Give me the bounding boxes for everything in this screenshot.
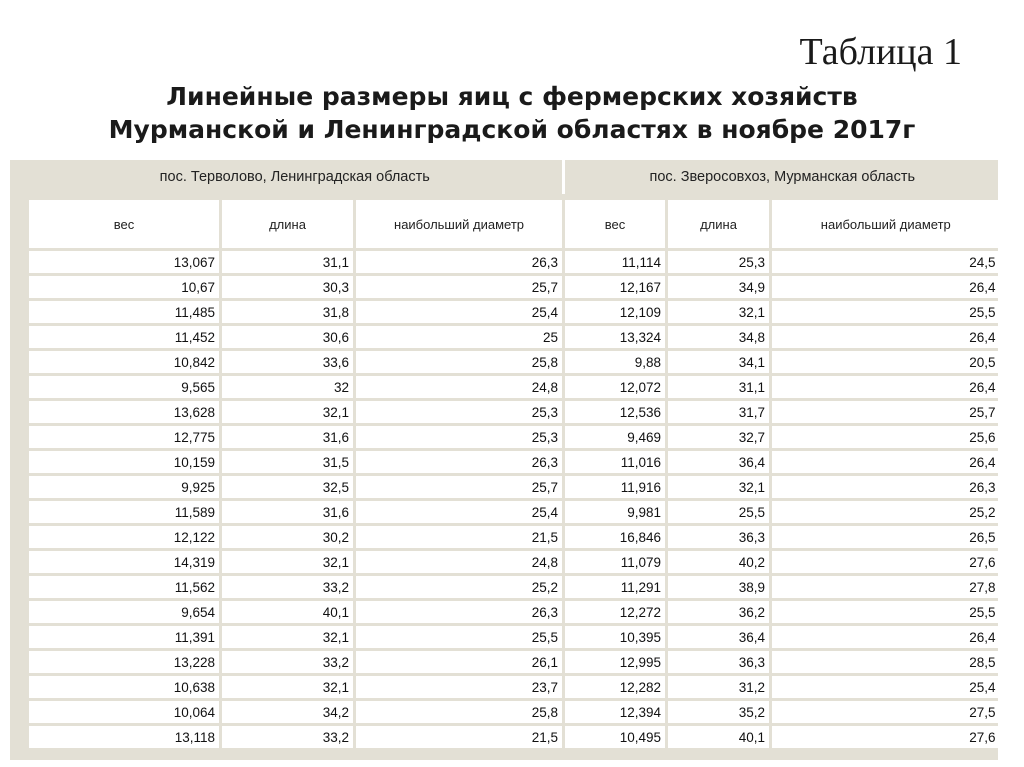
- cell-max-diameter: 27,6: [771, 725, 998, 750]
- cell-max-diameter: 21,5: [355, 525, 564, 550]
- cell-length: 40,2: [667, 550, 771, 575]
- cell-length: 36,2: [667, 600, 771, 625]
- cell-length: 35,2: [667, 700, 771, 725]
- cell-weight: 10,064: [28, 700, 221, 725]
- cell-weight: 10,638: [28, 675, 221, 700]
- cell-length: 38,9: [667, 575, 771, 600]
- cell-max-diameter: 26,5: [771, 525, 998, 550]
- cell-weight: 11,562: [28, 575, 221, 600]
- cell-weight: 11,291: [564, 575, 667, 600]
- table-row: [28, 325, 999, 350]
- cell-length: 31,5: [221, 450, 355, 475]
- cell-weight: 14,319: [28, 550, 221, 575]
- table-row: [28, 400, 999, 425]
- cell-length: 32,1: [221, 400, 355, 425]
- cell-max-diameter: 25,4: [771, 675, 998, 700]
- cell-weight: 10,495: [564, 725, 667, 750]
- cell-weight: 10,395: [564, 625, 667, 650]
- cell-length: 31,1: [667, 375, 771, 400]
- table-row: [28, 575, 999, 600]
- cell-max-diameter: 25,8: [355, 350, 564, 375]
- cell-max-diameter: 23,7: [355, 675, 564, 700]
- cell-max-diameter: 25,4: [355, 500, 564, 525]
- table-label: Таблица 1: [799, 31, 962, 73]
- cell-length: 30,3: [221, 275, 355, 300]
- table-row: [28, 700, 999, 725]
- cell-max-diameter: 25: [355, 325, 564, 350]
- column-header-row: [28, 200, 999, 250]
- cell-length: 33,2: [221, 725, 355, 750]
- cell-max-diameter: 26,3: [355, 600, 564, 625]
- cell-max-diameter: 26,3: [355, 250, 564, 275]
- cell-max-diameter: 25,5: [771, 600, 998, 625]
- cell-max-diameter: 26,3: [771, 475, 998, 500]
- cell-length: 30,2: [221, 525, 355, 550]
- region-header-tervolovo: пос. Терволово, Ленинградская область: [28, 160, 564, 194]
- cell-weight: 9,88: [564, 350, 667, 375]
- cell-max-diameter: 26,4: [771, 625, 998, 650]
- table-row: [28, 375, 999, 400]
- cell-max-diameter: 24,8: [355, 550, 564, 575]
- column-header-weight: вес: [564, 200, 667, 250]
- title-line-1: Линейные размеры яиц с фермерских хозяйств: [166, 82, 858, 111]
- cell-weight: 10,67: [28, 275, 221, 300]
- cell-weight: 9,654: [28, 600, 221, 625]
- column-header-weight: вес: [28, 200, 221, 250]
- region-header-zverosovkhoz: пос. Зверосовхоз, Мурманская область: [564, 160, 998, 194]
- cell-max-diameter: 24,8: [355, 375, 564, 400]
- cell-weight: 12,109: [564, 300, 667, 325]
- cell-weight: 13,228: [28, 650, 221, 675]
- cell-max-diameter: 25,7: [355, 275, 564, 300]
- cell-length: 32,1: [667, 300, 771, 325]
- cell-weight: 13,067: [28, 250, 221, 275]
- cell-max-diameter: 25,2: [355, 575, 564, 600]
- cell-weight: 13,118: [28, 725, 221, 750]
- table-row: [28, 725, 999, 750]
- table-row: [28, 650, 999, 675]
- table-frame: [26, 160, 998, 760]
- cell-length: 31,7: [667, 400, 771, 425]
- cell-weight: 10,842: [28, 350, 221, 375]
- cell-length: 25,5: [667, 500, 771, 525]
- cell-length: 31,6: [221, 500, 355, 525]
- cell-max-diameter: 25,2: [771, 500, 998, 525]
- cell-max-diameter: 25,5: [771, 300, 998, 325]
- cell-max-diameter: 26,4: [771, 275, 998, 300]
- cell-length: 36,3: [667, 525, 771, 550]
- cell-length: 33,2: [221, 650, 355, 675]
- table-row: [28, 600, 999, 625]
- cell-max-diameter: 27,5: [771, 700, 998, 725]
- cell-length: 32,5: [221, 475, 355, 500]
- side-bar: [10, 160, 26, 760]
- cell-weight: 11,485: [28, 300, 221, 325]
- cell-length: 36,4: [667, 450, 771, 475]
- table-row: [28, 300, 999, 325]
- cell-length: 34,8: [667, 325, 771, 350]
- table-row: [28, 675, 999, 700]
- cell-weight: 12,072: [564, 375, 667, 400]
- cell-weight: 12,394: [564, 700, 667, 725]
- table-body: [28, 250, 999, 750]
- cell-length: 31,1: [221, 250, 355, 275]
- cell-max-diameter: 21,5: [355, 725, 564, 750]
- cell-weight: 9,469: [564, 425, 667, 450]
- cell-weight: 9,981: [564, 500, 667, 525]
- title-line-2: Мурманской и Ленинградской областях в ноябре 2017г: [108, 115, 916, 144]
- document-title: [0, 80, 1024, 146]
- cell-length: 32: [221, 375, 355, 400]
- column-header-length: длина: [667, 200, 771, 250]
- cell-weight: 12,995: [564, 650, 667, 675]
- cell-weight: 12,282: [564, 675, 667, 700]
- cell-weight: 12,122: [28, 525, 221, 550]
- cell-max-diameter: 20,5: [771, 350, 998, 375]
- table-row: [28, 275, 999, 300]
- cell-max-diameter: 28,5: [771, 650, 998, 675]
- table-row: [28, 475, 999, 500]
- table-row: [28, 500, 999, 525]
- cell-length: 32,1: [221, 675, 355, 700]
- cell-length: 34,2: [221, 700, 355, 725]
- cell-length: 40,1: [667, 725, 771, 750]
- egg-size-table: [26, 160, 998, 751]
- cell-length: 32,1: [667, 475, 771, 500]
- cell-weight: 11,589: [28, 500, 221, 525]
- cell-weight: 12,272: [564, 600, 667, 625]
- cell-max-diameter: 27,6: [771, 550, 998, 575]
- cell-max-diameter: 26,4: [771, 450, 998, 475]
- cell-max-diameter: 26,1: [355, 650, 564, 675]
- cell-weight: 11,916: [564, 475, 667, 500]
- cell-weight: 11,114: [564, 250, 667, 275]
- cell-length: 31,8: [221, 300, 355, 325]
- cell-weight: 12,775: [28, 425, 221, 450]
- cell-length: 33,6: [221, 350, 355, 375]
- cell-weight: 11,452: [28, 325, 221, 350]
- cell-length: 25,3: [667, 250, 771, 275]
- cell-weight: 11,016: [564, 450, 667, 475]
- cell-max-diameter: 25,6: [771, 425, 998, 450]
- cell-max-diameter: 25,7: [355, 475, 564, 500]
- cell-length: 31,6: [221, 425, 355, 450]
- table-row: [28, 450, 999, 475]
- cell-weight: 13,324: [564, 325, 667, 350]
- cell-weight: 12,536: [564, 400, 667, 425]
- column-header-length: длина: [221, 200, 355, 250]
- region-header-row: [28, 160, 999, 194]
- cell-length: 30,6: [221, 325, 355, 350]
- cell-max-diameter: 25,3: [355, 400, 564, 425]
- cell-length: 34,9: [667, 275, 771, 300]
- cell-length: 36,3: [667, 650, 771, 675]
- cell-max-diameter: 25,7: [771, 400, 998, 425]
- cell-length: 40,1: [221, 600, 355, 625]
- cell-max-diameter: 27,8: [771, 575, 998, 600]
- cell-max-diameter: 25,8: [355, 700, 564, 725]
- cell-weight: 12,167: [564, 275, 667, 300]
- table-row: [28, 625, 999, 650]
- cell-weight: 9,925: [28, 475, 221, 500]
- table-row: [28, 350, 999, 375]
- cell-length: 32,1: [221, 625, 355, 650]
- cell-length: 32,7: [667, 425, 771, 450]
- cell-length: 31,2: [667, 675, 771, 700]
- table-row: [28, 250, 999, 275]
- cell-length: 33,2: [221, 575, 355, 600]
- table-row: [28, 550, 999, 575]
- column-header-max-diameter: наибольший диаметр: [355, 200, 564, 250]
- cell-max-diameter: 24,5: [771, 250, 998, 275]
- cell-length: 34,1: [667, 350, 771, 375]
- cell-weight: 10,159: [28, 450, 221, 475]
- cell-max-diameter: 25,3: [355, 425, 564, 450]
- cell-max-diameter: 26,4: [771, 325, 998, 350]
- column-header-max-diameter: наибольший диаметр: [771, 200, 998, 250]
- cell-weight: 11,391: [28, 625, 221, 650]
- cell-max-diameter: 25,5: [355, 625, 564, 650]
- cell-weight: 11,079: [564, 550, 667, 575]
- cell-length: 36,4: [667, 625, 771, 650]
- cell-weight: 16,846: [564, 525, 667, 550]
- cell-weight: 13,628: [28, 400, 221, 425]
- cell-max-diameter: 26,3: [355, 450, 564, 475]
- cell-weight: 9,565: [28, 375, 221, 400]
- cell-max-diameter: 25,4: [355, 300, 564, 325]
- table-row: [28, 425, 999, 450]
- cell-length: 32,1: [221, 550, 355, 575]
- cell-max-diameter: 26,4: [771, 375, 998, 400]
- table-row: [28, 525, 999, 550]
